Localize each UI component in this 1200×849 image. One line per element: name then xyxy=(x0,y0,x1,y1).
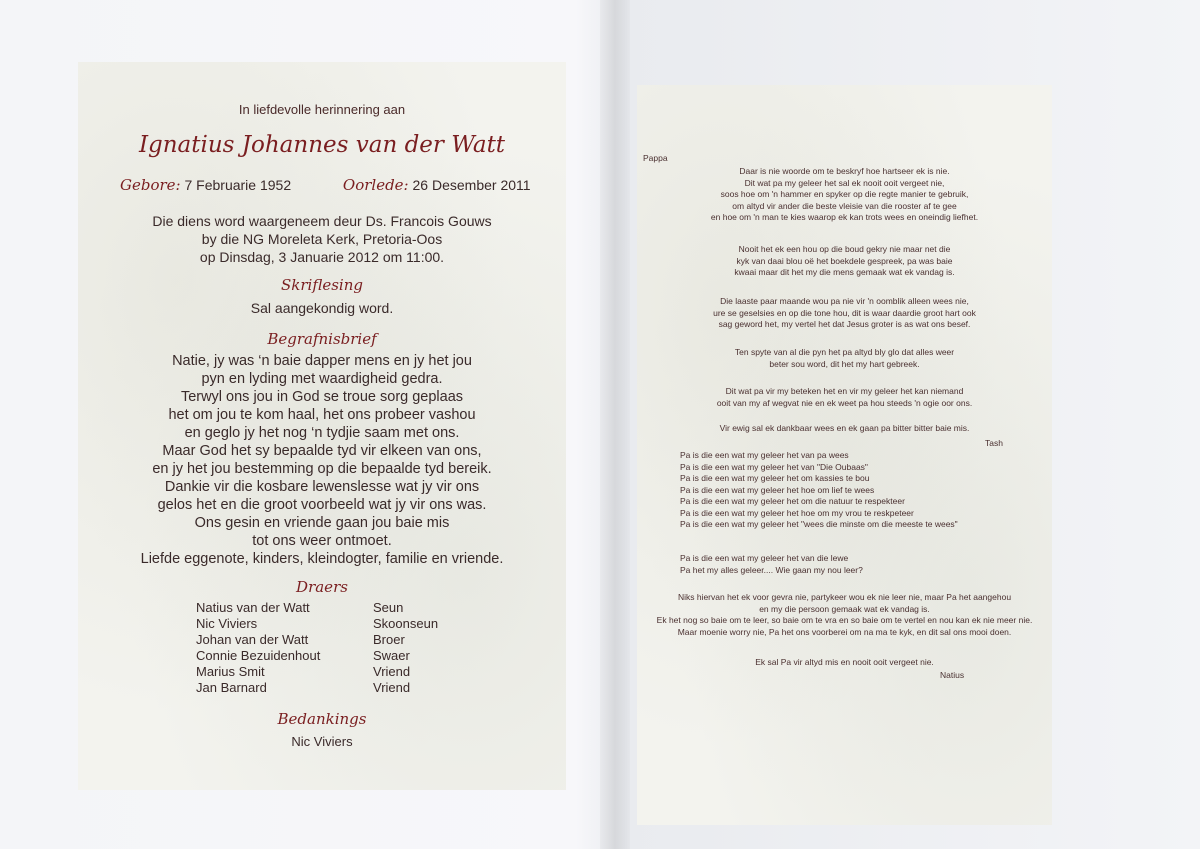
bearer-relation: Swaer xyxy=(373,648,410,663)
signature-natius: Natius xyxy=(940,670,965,680)
deceased-name: Ignatius Johannes van der Watt xyxy=(138,132,506,158)
reading-text: Sal aangekondig word. xyxy=(250,300,394,316)
text-line: Dit wat pa my geleer het sal ek nooit ooit vergeet nie, xyxy=(744,177,945,188)
text-line: en hoe om 'n man te kies waarop ek kan trots wees en oneindig liefhet. xyxy=(710,212,979,222)
letter-line: Terwyl ons jou in God se troue sorg geplaas xyxy=(180,389,464,405)
service-details xyxy=(78,212,566,266)
text-line: Pa is die een wat my geleer het van die lewe xyxy=(680,553,849,563)
bearer-row xyxy=(196,680,438,696)
letter-body xyxy=(78,352,566,568)
letter-line: Liefde eggenote, kinders, kleindogter, familie en vriende. xyxy=(140,551,504,567)
died-label: Oorlede: xyxy=(342,176,409,194)
text-line: Die laaste paar maande wou pa nie vir 'n oomblik alleen wees nie, xyxy=(720,296,969,306)
list-1 xyxy=(680,450,958,531)
text-line: Pa is die een wat my geleer het hoe om lief te wees xyxy=(680,484,875,495)
paragraph-1 xyxy=(637,166,1052,224)
text-line: Daar is nie woorde om te beskryf hoe hartseer ek is nie. xyxy=(739,166,950,176)
text-line: sag geword het, my vertel het dat Jesus groter is as wat ons besef. xyxy=(718,319,971,329)
bearers-heading: Draers xyxy=(296,578,348,596)
text-line: beter sou word, dit het my hart gebreek. xyxy=(769,358,920,369)
text-line: Nooit het ek een hou op die boud gekry nie maar net die xyxy=(738,244,951,254)
list-2 xyxy=(680,553,863,576)
bearer-name: Natius van der Watt xyxy=(196,600,310,615)
bearer-row xyxy=(196,600,438,616)
letter-line: en jy het jou bestemming op die bepaalde tyd bereik. xyxy=(152,461,492,477)
letter-heading: Begrafnisbrief xyxy=(267,330,377,348)
text-line: Vir ewig sal ek dankbaar wees en ek gaan pa bitter bitter baie mis. xyxy=(719,423,970,433)
paragraph-5 xyxy=(637,386,1052,409)
service-line: op Dinsdag, 3 Januarie 2012 om 11:00. xyxy=(199,249,445,265)
bearer-row xyxy=(196,648,438,664)
letter-line: Maar God het sy bepaalde tyd vir elkeen van ons, xyxy=(162,443,482,459)
bearer-row xyxy=(196,632,438,648)
left-page xyxy=(78,62,566,790)
died-date: 26 Desember 2011 xyxy=(412,177,531,193)
service-line: by die NG Moreleta Kerk, Pretoria-Oos xyxy=(201,231,443,247)
text-line: ure se geselsies en op die tone hou, dit is waar daardie groot hart ook xyxy=(713,307,976,318)
bearer-relation: Seun xyxy=(373,600,404,615)
text-line: Pa is die een wat my geleer het "wees die minste om die meeste te wees" xyxy=(680,519,958,529)
page-fold xyxy=(600,0,630,849)
service-line: Die diens word waargeneem deur Ds. Francois Gouws xyxy=(152,213,492,229)
text-line: Dit wat pa vir my beteken het en vir my geleer het kan niemand xyxy=(725,386,964,396)
paragraph-7 xyxy=(637,592,1052,638)
right-page xyxy=(637,85,1052,825)
text-line: kwaai maar dit het my die mens gemaak wat ek vandag is. xyxy=(734,267,955,277)
greeting: Pappa xyxy=(643,153,668,163)
born-date: 7 Februarie 1952 xyxy=(184,177,292,193)
paragraph-4 xyxy=(637,347,1052,370)
bearer-name: Connie Bezuidenhout xyxy=(196,648,321,663)
reading-heading: Skriflesing xyxy=(281,276,363,294)
text-line: Ten spyte van al die pyn het pa altyd bly glo dat alles weer xyxy=(734,347,955,357)
letter-line: pyn en lyding met waardigheid gedra. xyxy=(201,371,443,387)
thanks-heading: Bedankings xyxy=(277,710,367,728)
text-line: Pa is die een wat my geleer het van pa wees xyxy=(680,450,849,460)
letter-line: tot ons weer ontmoet. xyxy=(252,533,392,549)
signature-tash: Tash xyxy=(985,438,1003,448)
bearer-name: Jan Barnard xyxy=(196,680,267,695)
bearer-relation: Vriend xyxy=(373,680,411,695)
letter-line: Dankie vir die kosbare lewenslesse wat jy vir ons xyxy=(164,479,480,495)
closing-line: Ek sal Pa vir altyd mis en nooit ooit vergeet nie. xyxy=(755,657,934,667)
text-line: Ek het nog so baie om te leer, so baie om te vra en so baie om te vertel en nou kan ek nie meer nie. xyxy=(656,615,1033,625)
bearer-relation: Broer xyxy=(373,632,405,647)
bearer-relation: Skoonseun xyxy=(373,616,439,631)
paragraph-3 xyxy=(637,296,1052,331)
paragraph-6 xyxy=(637,423,1052,435)
bearer-relation: Vriend xyxy=(373,664,411,679)
text-line: Pa is die een wat my geleer het om die natuur te respekteer xyxy=(680,496,905,506)
text-line: Pa is die een wat my geleer het hoe om my vrou te reskpeteer xyxy=(680,507,914,518)
bearer-name: Nic Viviers xyxy=(196,616,258,631)
text-line: Pa het my alles geleer.... Wie gaan my nou leer? xyxy=(680,564,863,575)
text-line: soos hoe om 'n hammer en spyker op die regte manier te gebruik, xyxy=(720,189,969,199)
text-line: Pa is die een wat my geleer het om kassies te bou xyxy=(680,473,870,483)
letter-line: Ons gesin en vriende gaan jou baie mis xyxy=(194,515,450,531)
bearer-row xyxy=(196,664,438,680)
thanks-text: Nic Viviers xyxy=(291,734,353,749)
text-line: Niks hiervan het ek voor gevra nie, partykeer wou ek nie leer nie, maar Pa het aangehou xyxy=(677,592,1012,602)
bearers-list xyxy=(196,600,438,696)
intro-text: In liefdevolle herinnering aan xyxy=(238,102,406,117)
letter-line: het om jou te kom haal, het ons probeer vashou xyxy=(168,407,476,423)
text-line: kyk van daai blou oë het boekdele gespreek, pa was baie xyxy=(736,255,953,266)
bearer-name: Johan van der Watt xyxy=(196,632,309,647)
text-line: Pa is die een wat my geleer het van "Die Oubaas" xyxy=(680,461,868,472)
letter-line: gelos het en die groot voorbeeld wat jy vir ons was. xyxy=(157,497,487,513)
dates-line xyxy=(120,176,531,194)
text-line: ooit van my af wegvat nie en ek weet pa hou steeds 'n ogie oor ons. xyxy=(716,397,973,408)
text-line: en my die persoon gemaak wat ek vandag is. xyxy=(759,603,930,614)
bearer-name: Marius Smit xyxy=(196,664,265,679)
letter-line: en geglo jy het nog ‘n tydjie saam met ons. xyxy=(184,425,460,441)
paragraph-2 xyxy=(637,244,1052,279)
text-line: om altyd vir ander die beste vleisie van die rooster af te gee xyxy=(732,200,957,211)
text-line: Maar moenie worry nie, Pa het ons voorberei om na ma te kyk, en dit sal ons mooi doen. xyxy=(677,626,1012,637)
bearer-row xyxy=(196,616,438,632)
letter-line: Natie, jy was ‘n baie dapper mens en jy het jou xyxy=(172,353,472,369)
born-label: Gebore: xyxy=(120,176,181,194)
